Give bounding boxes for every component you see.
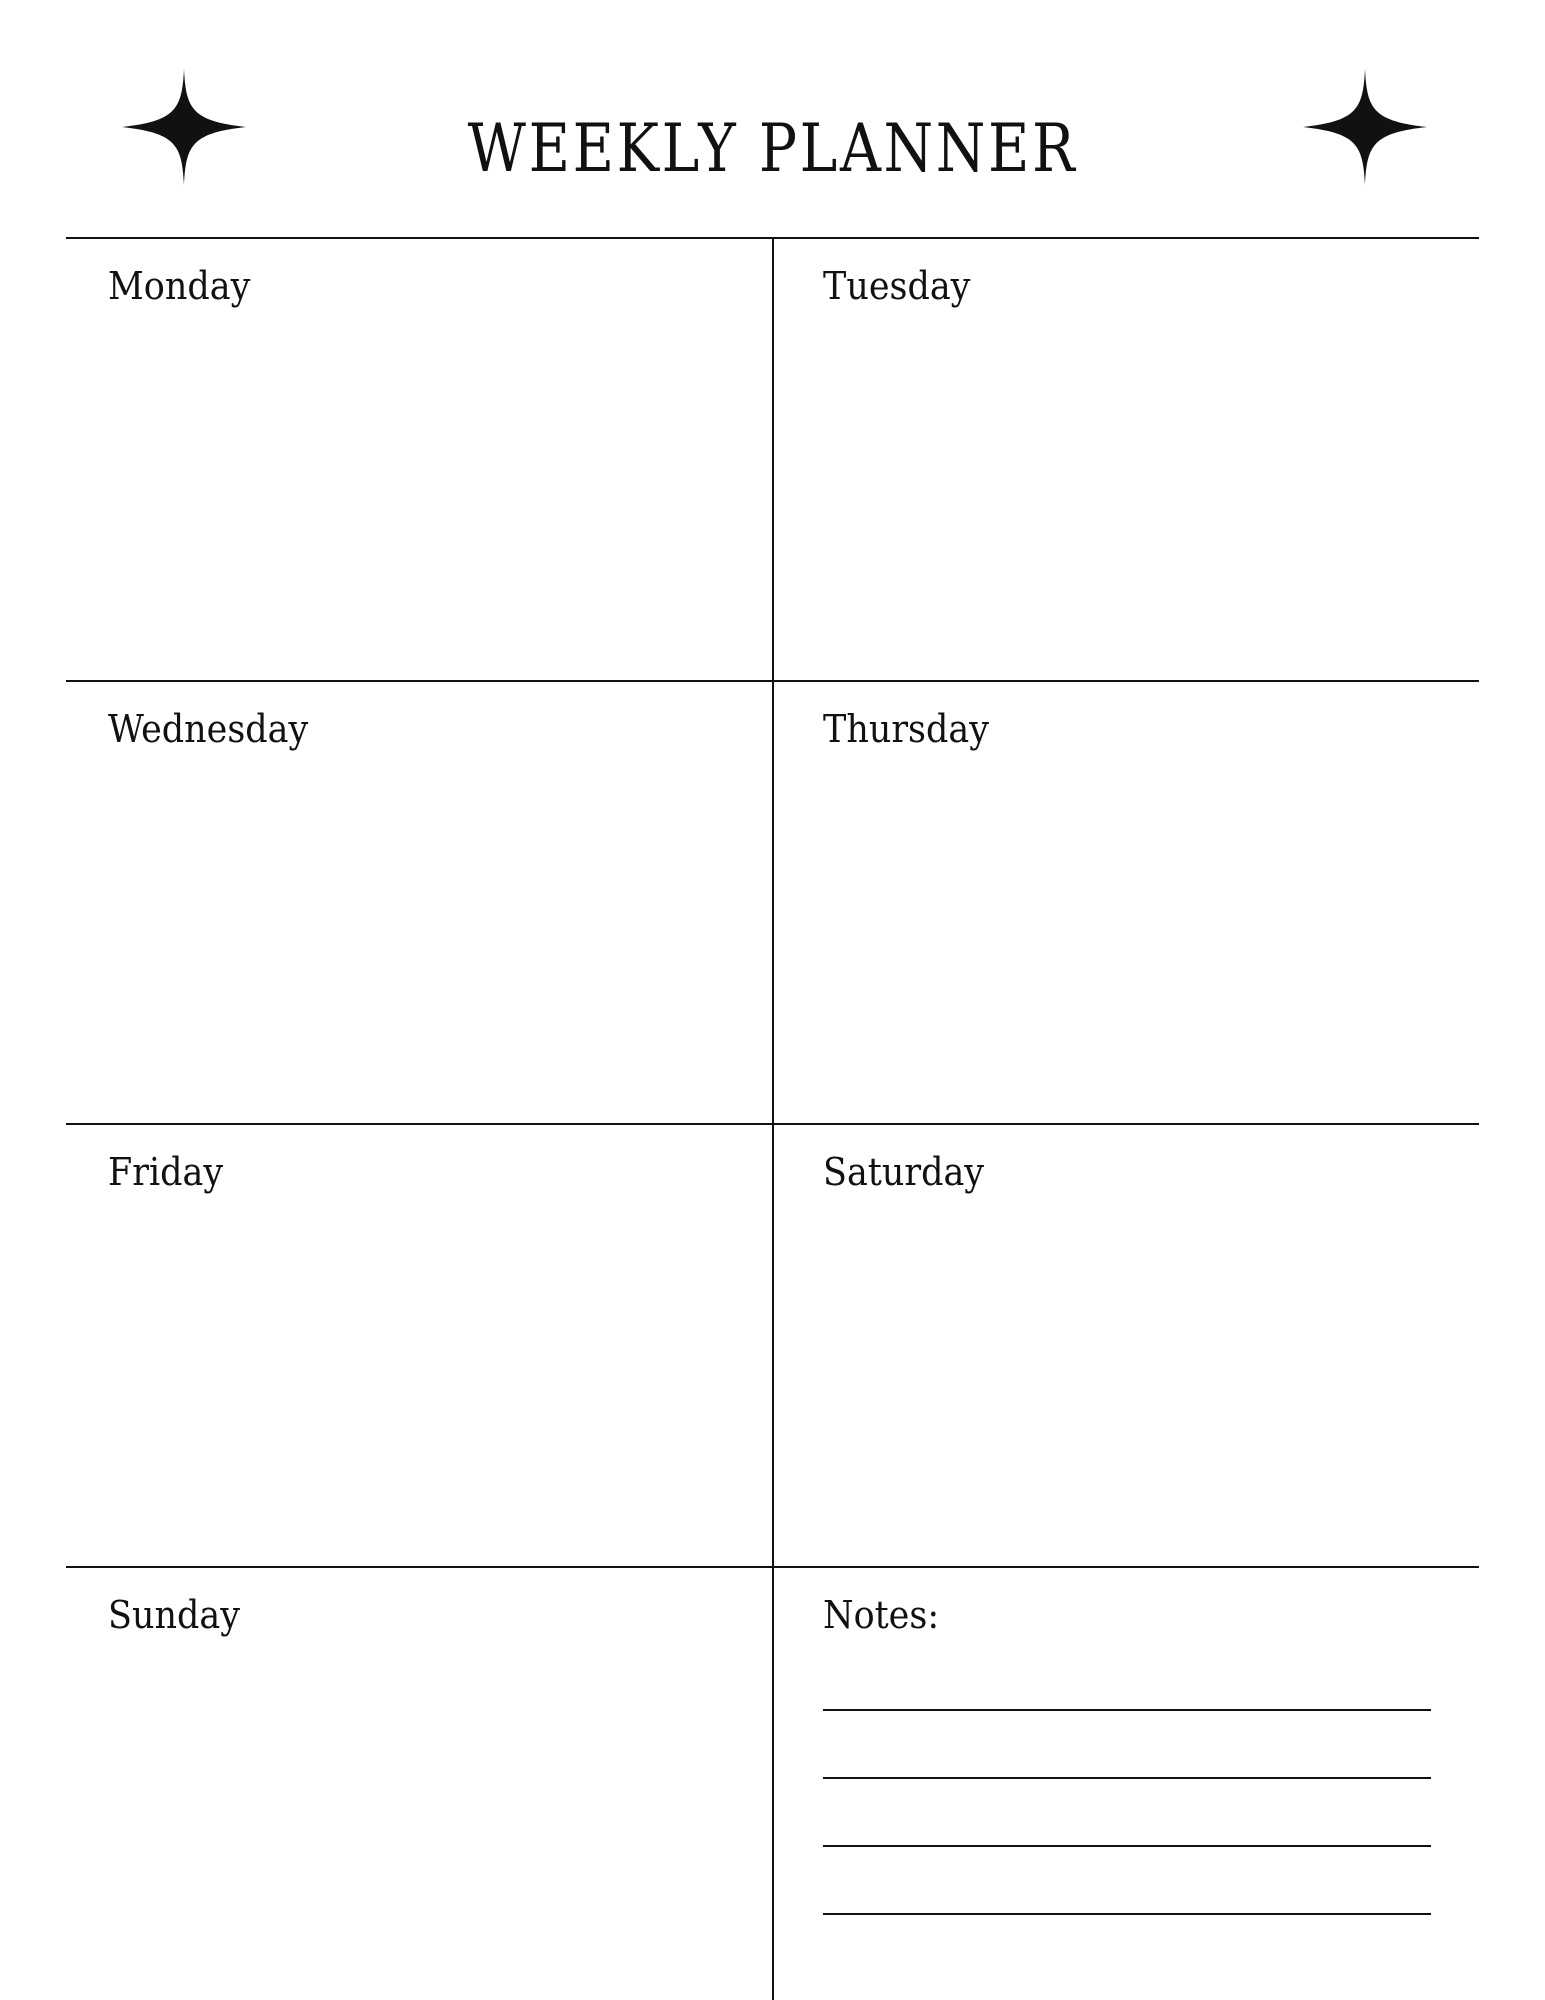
day-label-wednesday: Wednesday [108, 707, 309, 751]
day-label-friday: Friday [108, 1150, 224, 1194]
notes-line [823, 1913, 1431, 1915]
notes-line [823, 1777, 1431, 1779]
day-label-tuesday: Tuesday [823, 264, 971, 308]
column-divider [772, 237, 774, 2000]
sparkle-icon [122, 69, 246, 185]
day-label-thursday: Thursday [823, 707, 989, 751]
page-title: WEEKLY PLANNER [467, 110, 1078, 188]
notes-label: Notes: [823, 1593, 940, 1637]
notes-line [823, 1709, 1431, 1711]
sparkle-icon [1303, 69, 1427, 185]
planner-grid [66, 237, 1479, 2000]
day-label-monday: Monday [108, 264, 251, 308]
notes-line [823, 1845, 1431, 1847]
day-label-sunday: Sunday [108, 1593, 240, 1637]
day-label-saturday: Saturday [823, 1150, 985, 1194]
